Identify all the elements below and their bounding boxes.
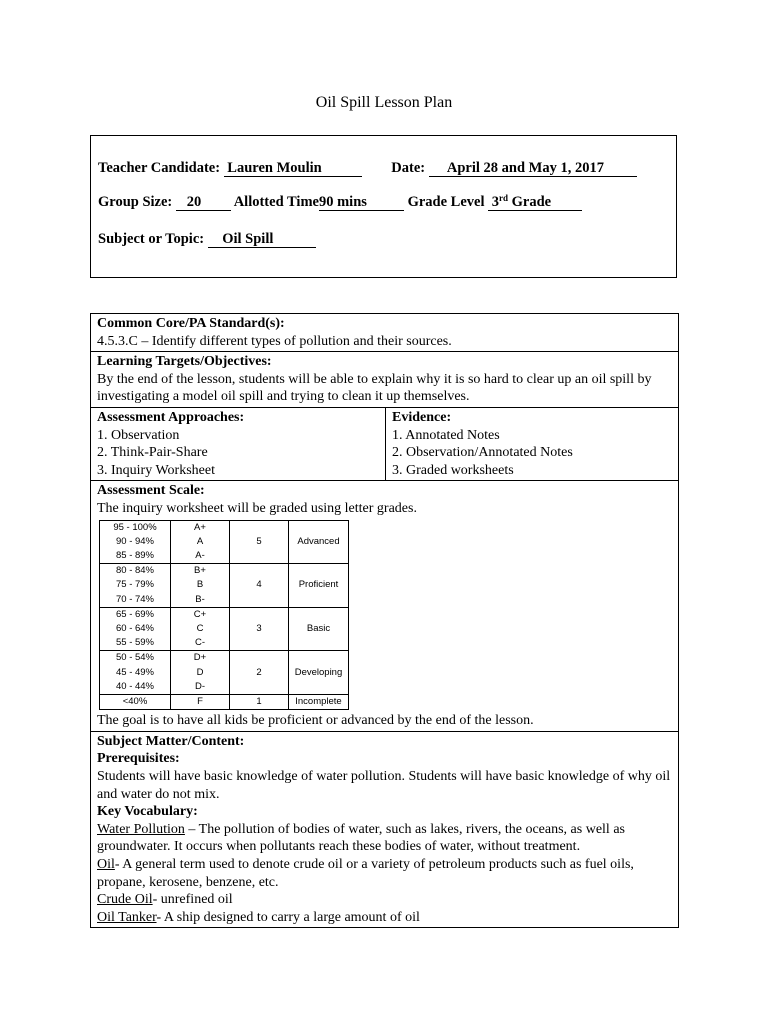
- approach-item: 3. Inquiry Worksheet: [97, 462, 215, 478]
- date-value: April 28 and May 1, 2017: [446, 160, 604, 176]
- standards-cell: [91, 314, 679, 352]
- letter-grade: B-: [171, 593, 230, 608]
- letter-grade: D-: [171, 680, 230, 695]
- grade-range: 55 - 59%: [100, 636, 171, 651]
- vocab-term: Oil: [97, 856, 115, 872]
- grade-level-field: [488, 195, 582, 211]
- objectives-cell: [91, 352, 679, 408]
- letter-grade: A+: [171, 520, 230, 535]
- grade-level-label: Grade Level: [407, 194, 485, 210]
- evidence-item: 3. Graded worksheets: [392, 462, 514, 478]
- teacher-field: [224, 161, 362, 177]
- allotted-time-label: Allotted Time: [233, 194, 319, 210]
- letter-grade: C+: [171, 607, 230, 622]
- subject-row: [98, 231, 316, 248]
- subject-field: [208, 232, 316, 248]
- grade-range: 75 - 79%: [100, 578, 171, 592]
- evidence-heading: Evidence:: [392, 409, 452, 425]
- grade-level-number: 3: [491, 194, 500, 210]
- grade-range: 85 - 89%: [100, 549, 171, 564]
- subject-value: Oil Spill: [222, 231, 274, 247]
- grade-range: 65 - 69%: [100, 607, 171, 622]
- grade-range: 45 - 49%: [100, 666, 171, 680]
- grade-level-suffix: rd: [499, 193, 509, 203]
- grade-range: 60 - 64%: [100, 622, 171, 636]
- standards-heading: Common Core/PA Standard(s):: [97, 316, 285, 331]
- letter-grade: B: [171, 578, 230, 592]
- letter-grade: B+: [171, 564, 230, 579]
- assessment-scale-cell: [91, 481, 679, 731]
- teacher-label: Teacher Candidate:: [98, 160, 221, 176]
- vocab-heading: Key Vocabulary:: [97, 804, 198, 820]
- vocab-definition: - A general term used to denote crude oil or a variety of petroleum products such as fuel oils, propane, kerosene, benzene, etc.: [97, 856, 634, 890]
- score-value: 5: [230, 520, 289, 564]
- letter-grade: D+: [171, 651, 230, 666]
- objectives-row: [91, 352, 679, 408]
- teacher-value: Lauren Moulin: [227, 160, 322, 176]
- grade-level-word: Grade: [511, 194, 552, 210]
- content-cell: [91, 731, 679, 928]
- group-time-grade-row: [98, 194, 582, 211]
- score-value: 2: [230, 651, 289, 695]
- evidence-item: 2. Observation/Annotated Notes: [392, 445, 573, 461]
- lesson-info-box: [90, 135, 677, 278]
- letter-grade: C-: [171, 636, 230, 651]
- letter-grade: D: [171, 666, 230, 680]
- grade-range: <40%: [100, 694, 171, 709]
- scale-goal: The goal is to have all kids be proficient or advanced by the end of the lesson.: [97, 713, 534, 729]
- document-title: Oil Spill Lesson Plan: [315, 94, 453, 111]
- date-label: Date:: [391, 160, 426, 176]
- vocab-definition: – The pollution of bodies of water, such as lakes, rivers, the oceans, as well as groundwater. It occurs when pollutants reach these bodies of water, without treatment.: [97, 821, 625, 855]
- vocab-term: Water Pollution: [97, 821, 185, 837]
- subject-label: Subject or Topic:: [98, 231, 205, 247]
- grade-range: 40 - 44%: [100, 680, 171, 695]
- vocab-definition: - A ship designed to carry a large amount of oil: [156, 909, 420, 925]
- teacher-date-row: [98, 160, 637, 177]
- allotted-time-field: [319, 195, 404, 211]
- proficiency-label: Advanced: [289, 520, 349, 564]
- letter-grade: A: [171, 535, 230, 549]
- group-size-label: Group Size:: [98, 194, 173, 210]
- date-field: [429, 161, 637, 177]
- evidence-item: 1. Annotated Notes: [392, 427, 500, 443]
- approaches-heading: Assessment Approaches:: [97, 409, 245, 425]
- standards-code: 4.5.3.C: [97, 333, 138, 349]
- standards-row: [91, 314, 679, 352]
- grading-scale-table: [99, 520, 349, 711]
- letter-grade: A-: [171, 549, 230, 564]
- proficiency-label: Basic: [289, 607, 349, 651]
- grade-range: 90 - 94%: [100, 535, 171, 549]
- letter-grade: F: [171, 694, 230, 709]
- approach-item: 2. Think-Pair-Share: [97, 445, 208, 461]
- evidence-cell: [386, 407, 679, 480]
- proficiency-label: Developing: [289, 651, 349, 695]
- prereq-heading: Prerequisites:: [97, 751, 180, 767]
- group-size-field: [176, 195, 231, 211]
- vocab-term: Oil Tanker: [97, 909, 157, 925]
- content-heading: Subject Matter/Content:: [97, 733, 245, 749]
- standards-text: – Identify different types of pollution and their sources.: [137, 333, 452, 349]
- lesson-plan-table: [90, 313, 679, 928]
- group-size-value: 20: [186, 194, 202, 210]
- proficiency-label: Incomplete: [289, 694, 349, 709]
- allotted-time-value: 90 mins: [318, 194, 367, 210]
- assessment-approaches-cell: [91, 407, 386, 480]
- assessment-scale-row: [91, 481, 679, 731]
- grade-range: 50 - 54%: [100, 651, 171, 666]
- score-value: 1: [230, 694, 289, 709]
- scale-intro: The inquiry worksheet will be graded using letter grades.: [97, 500, 417, 516]
- letter-grade: C: [171, 622, 230, 636]
- score-value: 3: [230, 607, 289, 651]
- proficiency-label: Proficient: [289, 564, 349, 608]
- prereq-text: Students will have basic knowledge of water pollution. Students will have basic knowledge of why oil and water do not mix.: [97, 768, 671, 802]
- vocab-term: Crude Oil: [97, 892, 153, 908]
- scale-heading: Assessment Scale:: [97, 483, 205, 499]
- grade-range: 80 - 84%: [100, 564, 171, 579]
- approach-item: 1. Observation: [97, 427, 180, 443]
- objectives-heading: Learning Targets/Objectives:: [97, 354, 272, 370]
- vocab-definition: - unrefined oil: [152, 892, 233, 908]
- grade-range: 70 - 74%: [100, 593, 171, 608]
- assessment-row: [91, 407, 679, 480]
- content-row: [91, 731, 679, 928]
- objectives-text: By the end of the lesson, students will be able to explain why it is so hard to clear up an oil spill by investigating a model oil spill and trying to clean it up themselves.: [97, 371, 652, 405]
- score-value: 4: [230, 564, 289, 608]
- grade-range: 95 - 100%: [100, 520, 171, 535]
